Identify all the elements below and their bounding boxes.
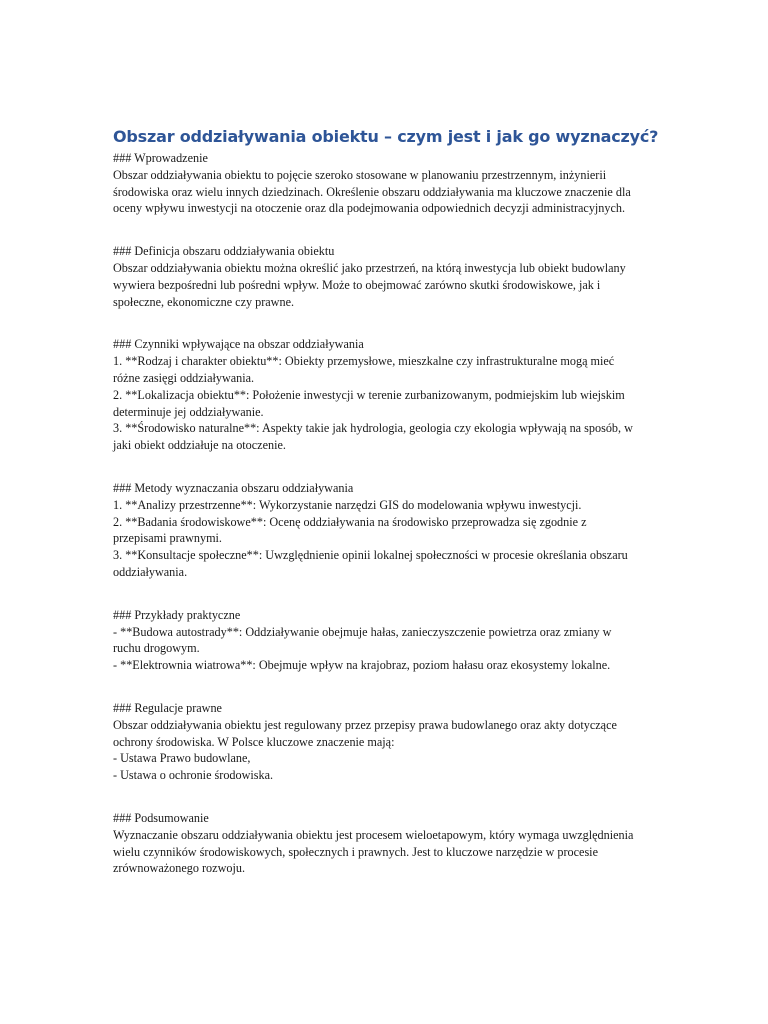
document-section <box>113 336 658 454</box>
section-heading: ### Metody wyznaczania obszaru oddziaływania <box>113 480 354 495</box>
document-sections <box>113 150 658 877</box>
document-section <box>113 607 658 674</box>
paragraph-line: 1. **Analizy przestrzenne**: Wykorzystanie narzędzi GIS do modelowania wpływu inwestycji. <box>113 497 582 512</box>
section-heading: ### Regulacje prawne <box>113 700 222 715</box>
paragraph-line: - **Budowa autostrady**: Oddziaływanie obejmuje hałas, zanieczyszczenie powietrza oraz zmiany w <box>113 624 612 639</box>
document-section <box>113 150 658 217</box>
paragraph-line: determinuje jej oddziaływanie. <box>113 404 264 419</box>
paragraph-line: Obszar oddziaływania obiektu to pojęcie szeroko stosowane w planowaniu przestrzennym, inżynierii <box>113 167 607 182</box>
paragraph-line: społeczne, ekonomiczne czy prawne. <box>113 294 295 309</box>
paragraph-line: 3. **Konsultacje społeczne**: Uwzględnienie opinii lokalnej społeczności w procesie określania obszaru <box>113 548 628 563</box>
paragraph-line: ochrony środowiska. W Polsce kluczowe znaczenie mają: <box>113 734 395 749</box>
paragraph-line: przepisami prawnymi. <box>113 531 222 546</box>
section-heading: ### Wprowadzenie <box>113 151 208 165</box>
document-body <box>113 124 658 877</box>
document-section <box>113 810 658 877</box>
paragraph-line: 2. **Lokalizacja obiektu**: Położenie inwestycji w terenie zurbanizowanym, podmiejskim lub wiejskim <box>113 387 625 402</box>
paragraph-line: - Ustawa o ochronie środowiska. <box>113 768 274 783</box>
paragraph-line: Obszar oddziaływania obiektu jest regulowany przez przepisy prawa budowlanego oraz akty dotyczące <box>113 717 617 732</box>
section-heading: ### Czynniki wpływające na obszar oddziaływania <box>113 337 364 352</box>
paragraph-line: 2. **Badania środowiskowe**: Ocenę oddziaływania na środowisko przeprowadza się zgodnie z <box>113 514 587 529</box>
section-heading: ### Definicja obszaru oddziaływania obiektu <box>113 244 335 259</box>
paragraph-line: oceny wpływu inwestycji na otoczenie oraz dla podejmowania odpowiednich decyzji administracyjnych. <box>113 201 626 216</box>
paragraph-line: Obszar oddziaływania obiektu można określić jako przestrzeń, na którą inwestycja lub obiekt budowlany <box>113 260 626 275</box>
paragraph-line: 3. **Środowisko naturalne**: Aspekty takie jak hydrologia, geologia czy ekologia wpływają na sposób, w <box>113 421 633 436</box>
paragraph-line: 1. **Rodzaj i charakter obiektu**: Obiekty przemysłowe, mieszkalne czy infrastrukturalne mogą mieć <box>113 354 615 369</box>
paragraph-line: oddziaływania. <box>113 564 188 579</box>
document-section <box>113 480 658 581</box>
paragraph-line: - Ustawa Prawo budowlane, <box>113 751 251 766</box>
paragraph-line: Wyznaczanie obszaru oddziaływania obiektu jest procesem wieloetapowym, który wymaga uwzględnienia <box>113 827 634 842</box>
document-section <box>113 700 658 784</box>
section-heading: ### Podsumowanie <box>113 810 209 825</box>
paragraph-line: ruchu drogowym. <box>113 641 200 656</box>
paragraph-line: środowiska oraz wielu innych dziedzinach. Określenie obszaru oddziaływania ma kluczowe znaczenie dla <box>113 184 631 199</box>
paragraph-line: zrównoważonego rozwoju. <box>113 861 245 876</box>
section-heading: ### Przykłady praktyczne <box>113 607 241 622</box>
document-title: Obszar oddziaływania obiektu – czym jest i jak go wyznaczyć? <box>113 127 659 146</box>
paragraph-line: wielu czynników środowiskowych, społecznych i prawnych. Jest to kluczowe narzędzie w procesie <box>113 844 598 859</box>
paragraph-line: różne zasięgi oddziaływania. <box>113 370 255 385</box>
paragraph-line: wywiera bezpośredni lub pośredni wpływ. Może to obejmować zarówno skutki środowiskowe, jak i <box>113 277 601 292</box>
document-section <box>113 243 658 310</box>
paragraph-line: - **Elektrownia wiatrowa**: Obejmuje wpływ na krajobraz, poziom hałasu oraz ekosystemy lokalne. <box>113 658 611 673</box>
paragraph-line: jaki obiekt oddziałuje na otoczenie. <box>113 438 286 453</box>
